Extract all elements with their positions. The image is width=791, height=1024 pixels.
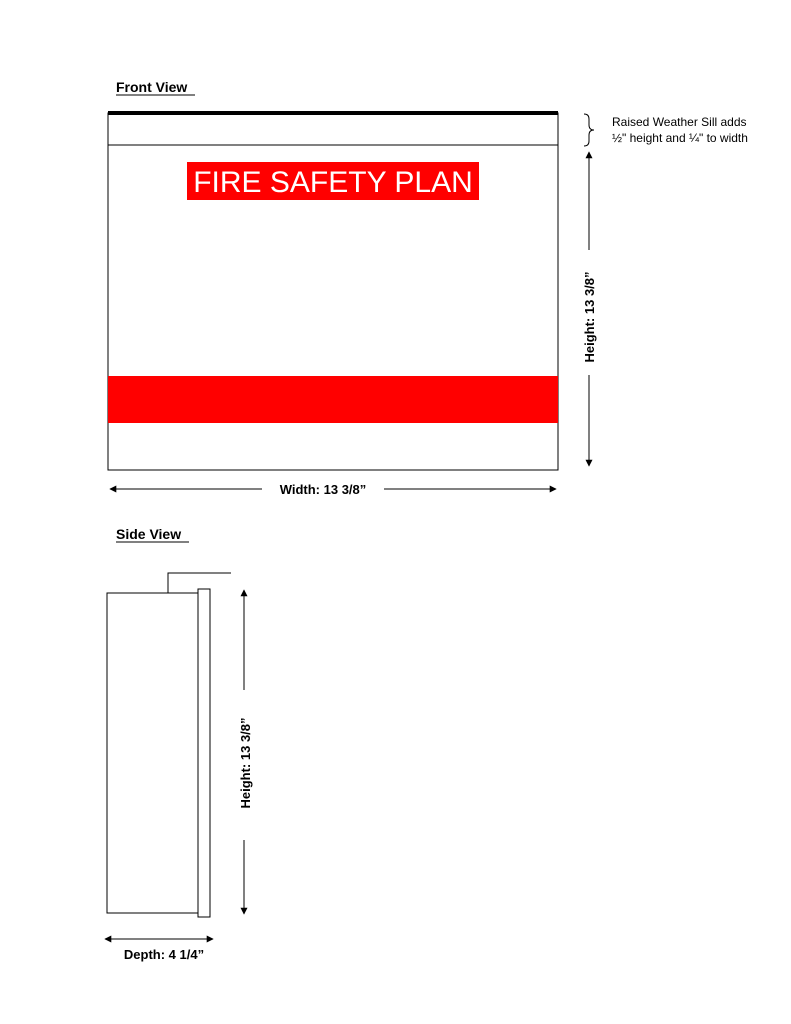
sill-note-line-2: ½" height and ¼" to width xyxy=(612,131,748,145)
sill-brace xyxy=(584,114,594,146)
red-stripe xyxy=(108,376,558,423)
front-view xyxy=(108,79,748,497)
sign-label: FIRE SAFETY PLAN xyxy=(193,166,473,199)
side-depth-label: Depth: 4 1/4” xyxy=(123,947,205,962)
side-door xyxy=(198,589,210,917)
side-view-heading: Side View xyxy=(116,526,182,542)
side-cabinet-body xyxy=(107,593,198,913)
side-height-label: Height: 13 3/8” xyxy=(238,717,253,809)
side-view xyxy=(105,526,253,962)
fire-safety-plan-sign xyxy=(187,162,479,200)
front-height-label: Height: 13 3/8” xyxy=(582,271,597,363)
sill-note-line-1: Raised Weather Sill adds xyxy=(612,115,747,129)
front-view-heading: Front View xyxy=(116,79,188,95)
side-weather-sill xyxy=(168,573,231,593)
front-width-label: Width: 13 3/8” xyxy=(279,482,367,497)
